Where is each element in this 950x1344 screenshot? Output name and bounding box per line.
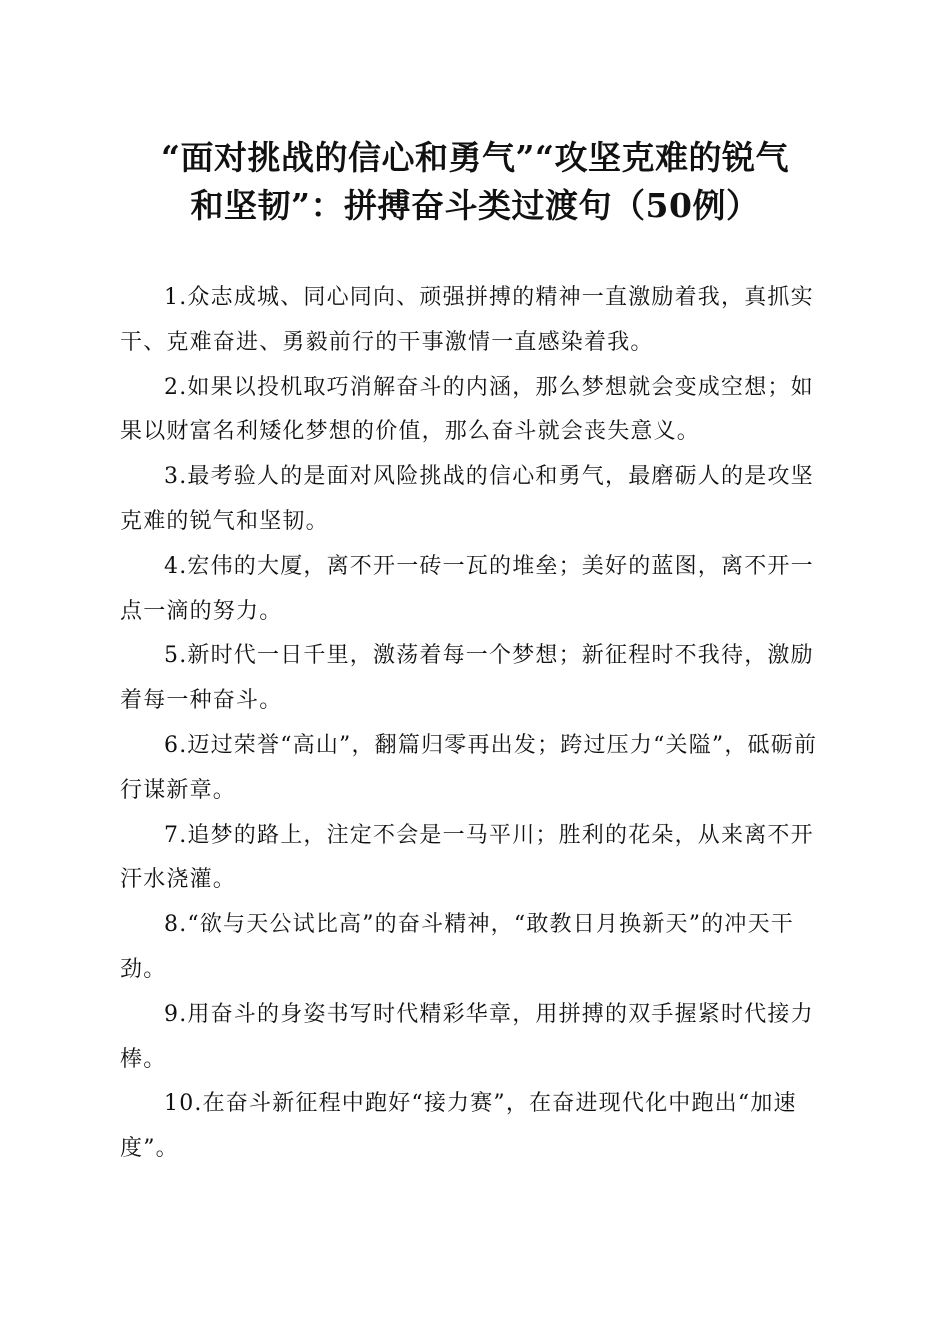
list-item: 5.新时代一日千里，激荡着每一个梦想；新征程时不我待，激励着每一种奋斗。 (120, 643, 814, 714)
list-item: 3.最考验人的是面对风险挑战的信心和勇气，最磨砺人的是攻坚克难的锐气和坚韧。 (120, 464, 814, 534)
document-title (110, 134, 840, 230)
list-item: 10.在奋斗新征程中跑好“接力赛”，在奋进现代化中跑出“加速度”。 (120, 1091, 797, 1162)
title-line-1: “面对挑战的信心和勇气”“攻坚克难的锐气 (161, 138, 789, 177)
list-item: 1.众志成城、同心同向、顽强拼搏的精神一直激励着我，真抓实干、克难奋进、勇毅前行的干事激情一直感染着我。 (120, 285, 814, 355)
list-item: 6.迈过荣誉“高山”，翻篇归零再出发；跨过压力“关隘”，砥砺前行谋新章。 (120, 732, 818, 803)
list-item: 8.“欲与天公试比高”的奋斗精神，“敢教日月换新天”的冲天干劲。 (120, 912, 794, 982)
list-item: 9.用奋斗的身姿书写时代精彩华章，用拼搏的双手握紧时代接力棒。 (120, 1001, 814, 1072)
list-item: 2.如果以投机取巧消解奋斗的内涵，那么梦想就会变成空想；如果以财富名利矮化梦想的价值，那么奋斗就会丧失意义。 (120, 374, 814, 445)
list-item: 7.追梦的路上，注定不会是一马平川；胜利的花朵，从来离不开汗水浇灌。 (120, 822, 814, 893)
sentence-list (120, 276, 830, 1172)
title-line-2: 和坚韧”：拼搏奋斗类过渡句（50例） (190, 186, 760, 225)
list-item: 4.宏伟的大厦，离不开一砖一瓦的堆垒；美好的蓝图，离不开一点一滴的努力。 (120, 553, 814, 624)
